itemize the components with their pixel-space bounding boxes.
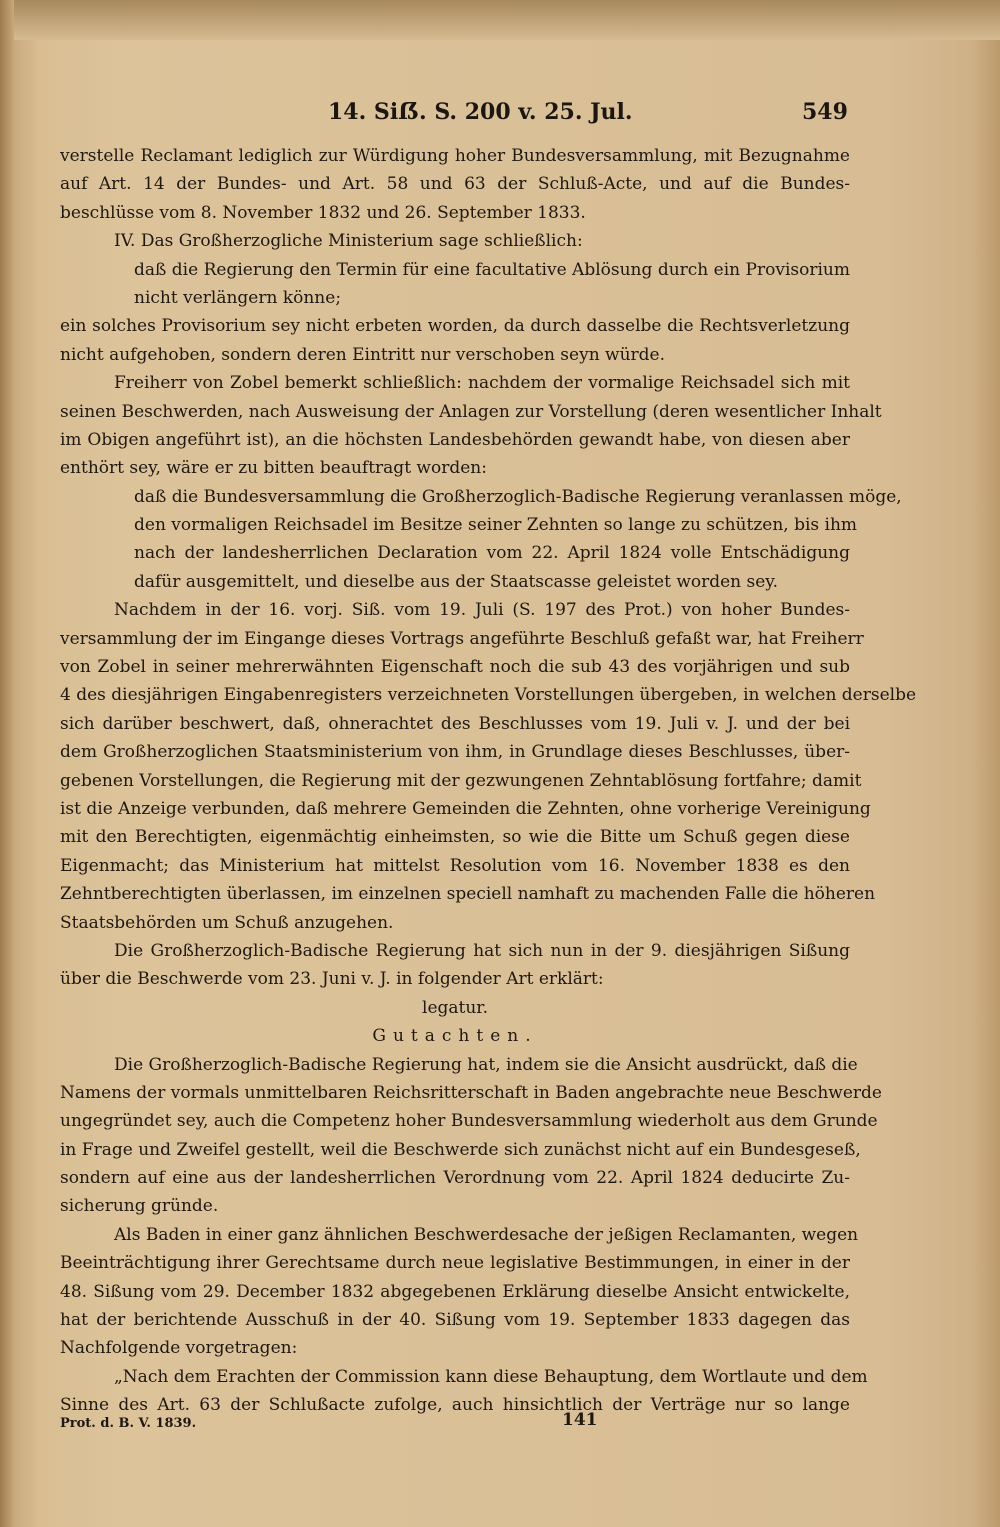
footer-source: Prot. d. B. V. 1839. <box>60 1416 197 1431</box>
text-line: Die Großherzoglich-Badische Regierung hat sich nun in der 9. diesjährigen Sißung <box>114 940 850 961</box>
text-line: Nachdem in der 16. vorj. Siß. vom 19. Juli (S. 197 des Prot.) von hoher Bundes- <box>114 600 850 621</box>
text-line: beschlüsse vom 8. November 1832 und 26. September 1833. <box>60 202 586 223</box>
text-line: über die Beschwerde vom 23. Juni v. J. in folgender Art erklärt: <box>60 969 604 990</box>
book-spine-shadow <box>0 0 14 1527</box>
text-line: Sinne des Art. 63 der Schlußacte zufolge, auch hinsichtlich der Verträge nur so lange <box>60 1395 850 1416</box>
text-line: den vormaligen Reichsadel im Besitze seiner Zehnten so lange zu schützen, bis ihm <box>134 515 858 536</box>
sheet-signature: 141 <box>562 1410 598 1430</box>
text-line: ein solches Provisorium sey nicht erbeten worden, da durch dasselbe die Rechtsverletzung <box>60 316 850 337</box>
page-footer <box>60 1410 850 1440</box>
text-line: auf Art. 14 der Bundes- und Art. 58 und 63 der Schluß-Acte, und auf die Bundes- <box>60 174 850 195</box>
page-number: 549 <box>802 99 848 125</box>
text-line: Staatsbehörden um Schuß anzugehen. <box>60 912 394 933</box>
text-line: ungegründet sey, auch die Competenz hoher Bundesversammlung wiederholt aus dem Grunde <box>60 1111 878 1132</box>
text-line: gebenen Vorstellungen, die Regierung mit der gezwungenen Zehntablösung fortfahre; damit <box>60 770 862 791</box>
text-line: Zehntberechtigten überlassen, im einzelnen speciell namhaft zu machenden Falle die höheren <box>60 884 876 905</box>
text-line: hat der berichtende Ausschuß in der 40. Sißung vom 19. September 1833 dagegen das <box>60 1310 850 1331</box>
text-line: Die Großherzoglich-Badische Regierung hat, indem sie die Ansicht ausdrückt, daß die <box>114 1054 858 1075</box>
text-line: im Obigen angeführt ist), an die höchsten Landesbehörden gewandt habe, von diesen aber <box>60 429 850 450</box>
text-line: 48. Sißung vom 29. December 1832 abgegebenen Erklärung dieselbe Ansicht entwickelte, <box>60 1281 850 1302</box>
text-line: nach der landesherrlichen Declaration vom 22. April 1824 volle Entschädigung <box>134 543 850 564</box>
text-line: Eigenmacht; das Ministerium hat mittelst Resolution vom 16. November 1838 es den <box>60 855 850 876</box>
page-header <box>60 92 850 132</box>
text-line: Namens der vormals unmittelbaren Reichsritterschaft in Baden angebrachte neue Beschwerde <box>60 1082 882 1103</box>
text-line: seinen Beschwerden, nach Ausweisung der Anlagen zur Vorstellung (deren wesentlicher Inhalt <box>60 401 882 422</box>
text-line: „Nach dem Erachten der Commission kann diese Behauptung, dem Wortlaute und dem <box>114 1366 868 1387</box>
text-line: daß die Bundesversammlung die Großherzoglich-Badische Regierung veranlassen möge, <box>134 486 902 507</box>
text-line: sicherung gründe. <box>60 1196 219 1217</box>
text-line: daß die Regierung den Termin für eine facultative Ablösung durch ein Provisorium <box>134 259 850 280</box>
text-line: von Zobel in seiner mehrerwähnten Eigenschaft noch die sub 43 des vorjährigen und sub <box>60 657 850 678</box>
text-line: IV. Das Großherzogliche Ministerium sage schließlich: <box>114 231 583 252</box>
text-line: verstelle Reclamant lediglich zur Würdigung hoher Bundesversammlung, mit Bezugnahme <box>60 146 850 166</box>
text-line: versammlung der im Eingange dieses Vortrags angeführte Beschluß gefaßt war, hat Freiherr <box>60 628 864 649</box>
text-line: Gutachten. <box>372 1026 538 1047</box>
text-line: in Frage und Zweifel gestellt, weil die Beschwerde sich zunächst nicht auf ein Bundesgeseß, <box>60 1139 861 1160</box>
text-line: 4 des diesjährigen Eingabenregisters verzeichneten Vorstellungen übergeben, in welchen derselbe <box>60 685 917 706</box>
text-line: ist die Anzeige verbunden, daß mehrere Gemeinden die Zehnten, ohne vorherige Vereinigung <box>60 798 871 819</box>
text-line: nicht aufgehoben, sondern deren Eintritt nur verschoben seyn würde. <box>60 344 666 365</box>
text-line: enthört sey, wäre er zu bitten beauftragt worden: <box>60 458 487 479</box>
page-body <box>60 142 917 1420</box>
text-line: Freiherr von Zobel bemerkt schließlich: nachdem der vormalige Reichsadel sich mit <box>114 373 850 394</box>
text-line: Nachfolgende vorgetragen: <box>60 1338 298 1359</box>
text-line: Beeinträchtigung ihrer Gerechtsame durch neue legislative Bestimmungen, in einer in der <box>60 1253 850 1274</box>
running-head: 14. Siẞ. S. 200 v. 25. Jul. <box>328 99 633 125</box>
text-line: Als Baden in einer ganz ähnlichen Beschwerdesache der jeßigen Reclamanten, wegen <box>114 1224 859 1245</box>
text-line: sondern auf eine aus der landesherrlichen Verordnung vom 22. April 1824 deducirte Zu- <box>60 1168 850 1189</box>
text-line: dem Großherzoglichen Staatsministerium von ihm, in Grundlage dieses Beschlusses, über- <box>60 742 850 763</box>
text-line: sich darüber beschwert, daß, ohnerachtet des Beschlusses vom 19. Juli v. J. und der bei <box>60 713 850 734</box>
text-line: dafür ausgemittelt, und dieselbe aus der Staatscasse geleistet worden sey. <box>134 571 779 592</box>
text-line: legatur. <box>422 997 488 1018</box>
text-line: nicht verlängern könne; <box>134 287 342 308</box>
text-line: mit den Berechtigten, eigenmächtig einheimsten, so wie die Bitte um Schuß gegen diese <box>60 827 850 848</box>
